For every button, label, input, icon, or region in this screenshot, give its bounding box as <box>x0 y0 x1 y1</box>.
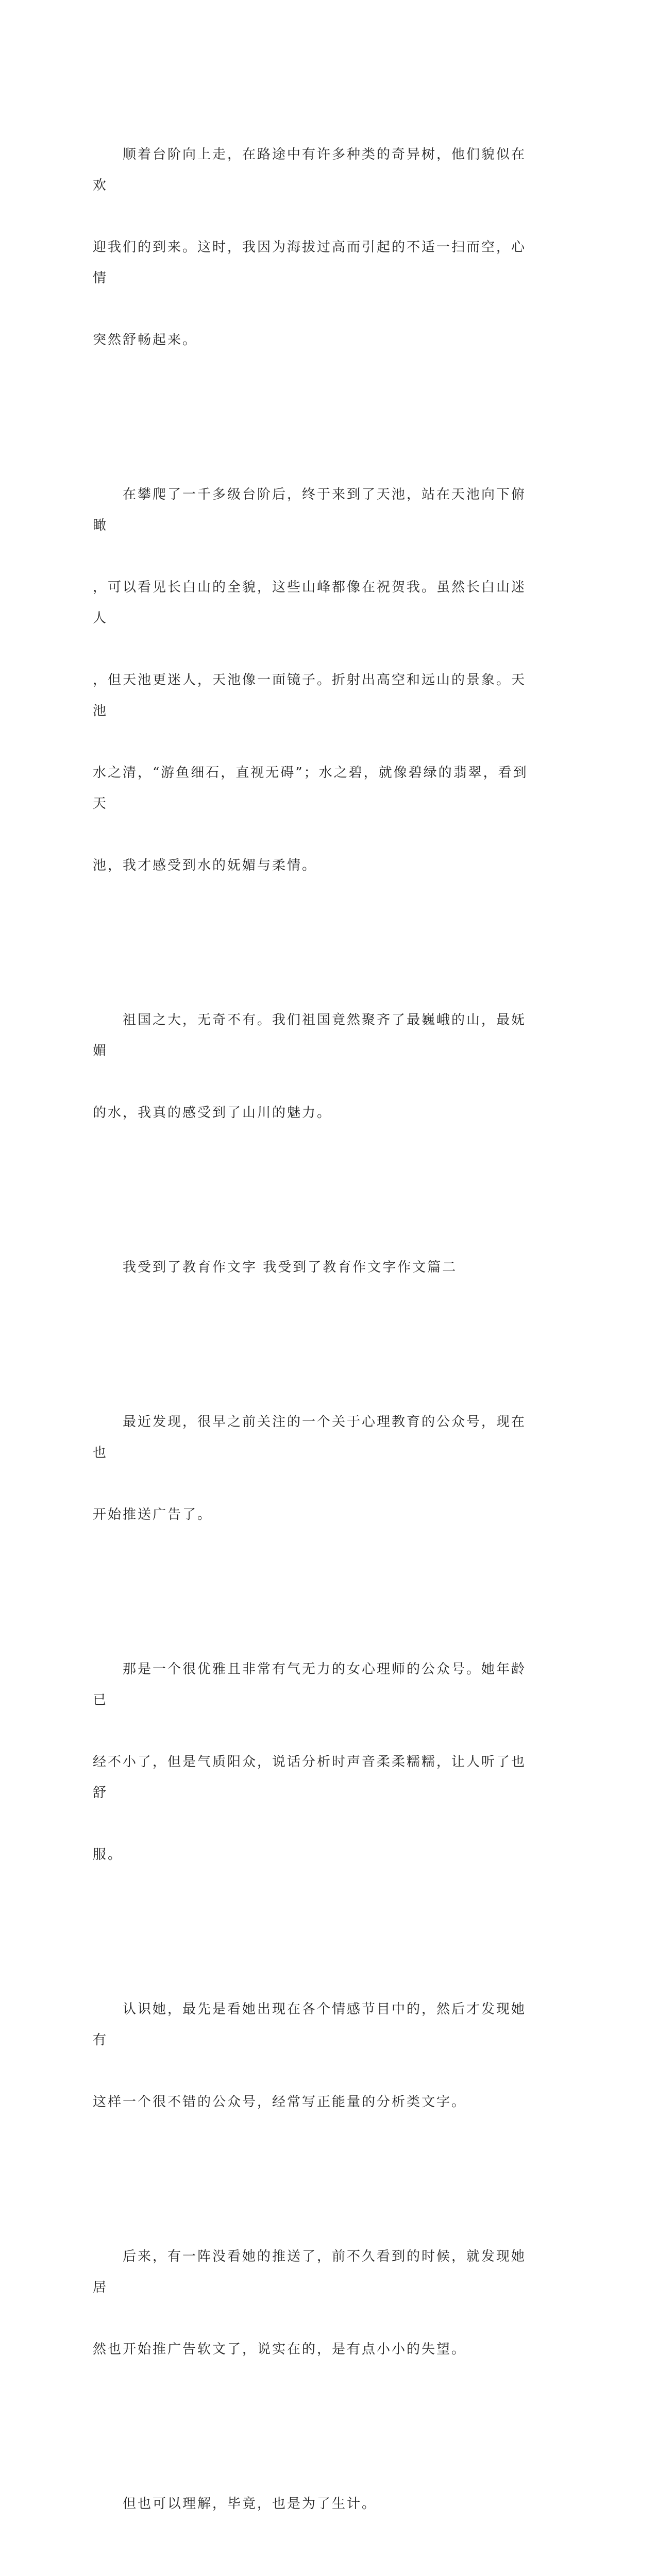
paragraph-public-account <box>93 1345 532 1592</box>
paragraph-changbaishan-steps <box>93 77 532 417</box>
text-line: 开始推送广告了。 <box>93 1507 213 1522</box>
text-line: 经不小了，但是气质阳众，说话分析时声音柔柔糯糯，让人听了也舒 <box>93 1754 527 1801</box>
heading-line: 我受到了教育作文字 我受到了教育作文字作文篇二 <box>93 1260 458 1275</box>
text-line: 后来，有一阵没看她的推送了，前不久看到的时候，就发现她居 <box>93 2249 527 2295</box>
text-line: 在攀爬了一千多级台阶后，终于来到了天池，站在天池向下俯瞰 <box>93 487 527 533</box>
text-line: 祖国之大，无奇不有。我们祖国竟然聚齐了最巍峨的山，最妩媚 <box>93 1012 527 1059</box>
text-line: ，可以看见长白山的全貌，这些山峰都像在祝贺我。虽然长白山迷人 <box>93 580 527 626</box>
text-line: 迎我们的到来。这时，我因为海拔过高而引起的不适一扫而空，心情 <box>93 240 527 286</box>
text-line: 但也可以理解，毕竟，也是为了生计。 <box>93 2496 377 2512</box>
text-line: 服。 <box>93 1847 123 1862</box>
document-body <box>93 77 532 2576</box>
text-line: 池，我才感受到水的妩媚与柔情。 <box>93 858 317 873</box>
paragraph-disappointment <box>93 2179 532 2427</box>
text-line: 最近发现，很早之前关注的一个关于心理教育的公众号，现在也 <box>93 1414 527 1461</box>
text-line: 认识她，最先是看她出现在各个情感节目中的，然后才发现她有 <box>93 2002 527 2048</box>
paragraph-understanding <box>93 2427 532 2576</box>
section-heading <box>93 1190 532 1345</box>
text-line: 水之清，“游鱼细石，直视无碍”；水之碧，就像碧绿的翡翠，看到天 <box>93 765 528 811</box>
text-line: 突然舒畅起来。 <box>93 332 198 348</box>
text-line: 那是一个很优雅且非常有气无力的女心理师的公众号。她年龄已 <box>93 1662 527 1708</box>
paragraph-motherland <box>93 943 532 1190</box>
text-line: 顺着台阶向上走，在路途中有许多种类的奇异树，他们貌似在欢 <box>93 147 527 193</box>
paragraph-psychologist <box>93 1592 532 1932</box>
paragraph-knowing-her <box>93 1932 532 2179</box>
paragraph-tianchi <box>93 417 532 943</box>
text-line: 然也开始推广告软文了，说实在的，是有点小小的失望。 <box>93 2342 467 2357</box>
text-line: ，但天池更迷人，天池像一面镜子。折射出高空和远山的景象。天池 <box>93 672 527 719</box>
text-line: 的水，我真的感受到了山川的魅力。 <box>93 1105 332 1121</box>
text-line: 这样一个很不错的公众号，经常写正能量的分析类文字。 <box>93 2094 467 2110</box>
